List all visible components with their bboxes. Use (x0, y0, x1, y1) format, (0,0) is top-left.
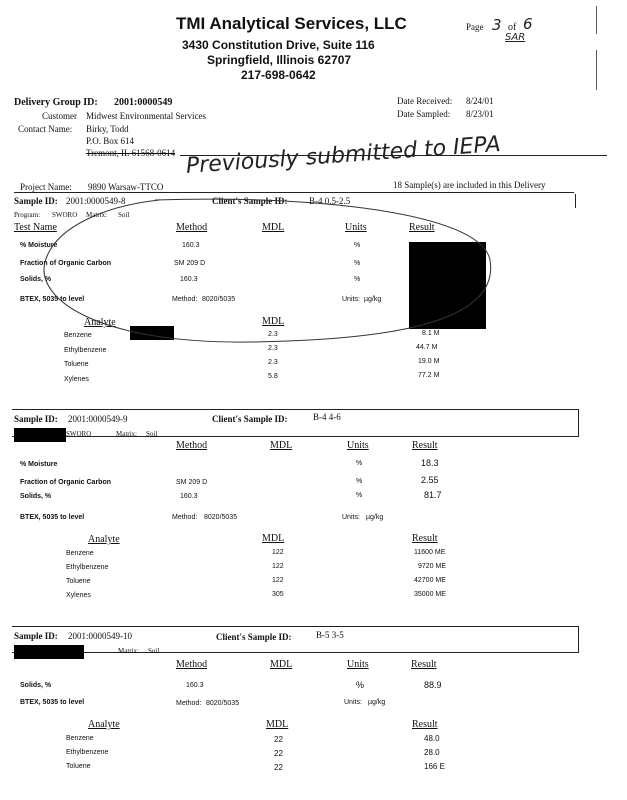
btex-units: µg/kg (368, 699, 386, 706)
sample-2-matrix-label: Matrix: (116, 430, 137, 438)
analyte-result: 77.2 M (418, 372, 440, 379)
test-row-method: 160.3 (182, 242, 200, 249)
test-row-units: % (356, 460, 363, 467)
analyte-result: 28.0 (424, 748, 440, 757)
test-row-method: 160.3 (186, 682, 204, 689)
btex-units: µg/kg (366, 514, 384, 521)
analyte-name: Benzene (64, 332, 92, 339)
analyte-mdl: 2.3 (268, 359, 278, 366)
sample-3-col-mdl: MDL (270, 659, 293, 670)
date-sampled-label: Date Sampled: (397, 109, 451, 119)
company-phone: 217-698-0642 (241, 68, 316, 82)
date-sampled: 8/23/01 (466, 109, 494, 119)
test-row-name: % Moisture (20, 242, 58, 249)
btex-method-label: Method: (172, 296, 198, 303)
analyte-mdl: 122 (272, 549, 284, 556)
analyte-name: Toluene (66, 578, 91, 585)
test-row-name: Solids, % (20, 493, 52, 500)
test-row-result: 2.55 (421, 475, 439, 485)
page-of: of (508, 22, 517, 33)
sample-2-client-id: B-4 4-6 (313, 412, 341, 422)
analyte-mdl: 22 (274, 735, 283, 744)
test-row-method: SM 209 D (176, 479, 208, 486)
analyte-name: Xylenes (64, 376, 89, 383)
contact-name: Birky, Todd (86, 124, 129, 134)
sample-3-client-id: B-5 3-5 (316, 630, 344, 640)
delivery-group-label: Delivery Group ID: (14, 97, 98, 108)
sample-1-id-label: Sample ID: (14, 196, 58, 206)
analyte-mdl: 122 (272, 577, 284, 584)
sample-3-col-method: Method (176, 659, 208, 670)
project-name: 9890 Warsaw-TTCO (88, 182, 164, 192)
analyte-result: 8.1 M (422, 330, 440, 337)
sample-2-col-analyte-mdl: MDL (262, 533, 285, 544)
analyte-result: 166 E (424, 762, 445, 771)
btex-method-label: Method: (176, 700, 202, 707)
test-row-result: 88.9 (424, 680, 442, 690)
sample-1-col-method: Method (176, 222, 208, 233)
btex-units-label: Units: (342, 296, 360, 303)
sample-2-col-analyte-result: Result (412, 533, 438, 544)
date-received-label: Date Received: (397, 96, 453, 106)
btex-row-name: BTEX, 5035 to level (20, 699, 85, 706)
analyte-result: 48.0 (424, 734, 440, 743)
btex-units: µg/kg (364, 296, 382, 303)
analyte-name: Benzene (66, 735, 94, 742)
analyte-result: 44.7 M (416, 344, 438, 351)
page-total: 6 (523, 15, 533, 33)
analyte-result: 42700 ME (414, 577, 446, 584)
analyte-result: 35000 ME (414, 591, 446, 598)
contact-city: Tremont, IL 61568-0614 (86, 148, 176, 158)
analyte-name: Ethylbenzene (66, 564, 109, 571)
sample-2-id-label: Sample ID: (14, 414, 58, 424)
analyte-name: Xylenes (66, 592, 91, 599)
analyte-mdl: 22 (274, 763, 283, 772)
btex-row-name: BTEX, 5035 to level (20, 296, 85, 303)
sample-3-col-units: Units (347, 659, 369, 670)
analyte-name: Ethylbenzene (64, 347, 107, 354)
sample-1-col-test-name: Test Name (14, 222, 57, 233)
sample-3-id: 2001:0000549-10 (68, 631, 132, 641)
sample-1-col-analyte: Analyte (84, 317, 116, 328)
sample-3-matrix: Soil (148, 647, 160, 655)
btex-method: 8020/5035 (202, 296, 236, 303)
redaction-block (14, 428, 66, 442)
sample-1-col-mdl: MDL (262, 222, 285, 233)
analyte-mdl: 2.3 (268, 345, 278, 352)
btex-method: 8020/5035 (206, 700, 240, 707)
sample-2-matrix: Soil (146, 430, 158, 438)
test-row-units: % (356, 492, 363, 499)
analyte-mdl: 122 (272, 563, 284, 570)
company-address-1: 3430 Constitution Drive, Suite 116 (182, 38, 375, 52)
test-row-name: Fraction of Organic Carbon (20, 260, 112, 267)
test-row-units: % (354, 242, 361, 249)
customer-name: Midwest Environmental Services (86, 111, 206, 121)
sample-1-matrix-label: Matrix: (86, 211, 107, 219)
sample-2-id: 2001:0000549-9 (68, 414, 128, 424)
btex-row-name: BTEX, 5035 to level (20, 514, 85, 521)
sample-2-col-analyte: Analyte (88, 534, 120, 545)
test-row-units: % (354, 276, 361, 283)
sample-1-id: 2001:0000549-8 (66, 196, 126, 206)
btex-method: 8020/5035 (204, 514, 238, 521)
date-received: 8/24/01 (466, 96, 494, 106)
sample-1-col-analyte-mdl: MDL (262, 316, 285, 327)
analyte-mdl: 5.8 (268, 373, 278, 380)
analyte-result: 11600 ME (414, 549, 446, 556)
analyte-result: 19.0 M (418, 358, 440, 365)
analyte-name: Toluene (66, 763, 91, 770)
sample-1-client-id: B-4 0.5-2.5 (309, 196, 351, 206)
analyte-mdl: 22 (274, 749, 283, 758)
sample-1-program: SWORO (52, 211, 78, 219)
analyte-name: Benzene (66, 550, 94, 557)
analyte-mdl: 305 (272, 591, 284, 598)
sample-3-id-label: Sample ID: (14, 631, 58, 641)
test-row-units: % (356, 478, 363, 485)
page-initials: SAR (505, 32, 526, 43)
contact-label: Contact Name: (18, 124, 73, 134)
sample-3-client-label: Client's Sample ID: (216, 632, 292, 642)
test-row-name: Solids, % (20, 276, 52, 283)
analyte-result: 9720 ME (418, 563, 447, 570)
btex-units-label: Units: (342, 514, 360, 521)
delivery-group-id: 2001:0000549 (114, 97, 173, 108)
project-label: Project Name: (20, 182, 72, 192)
sample-1-matrix: Soil (118, 211, 130, 219)
test-row-units: % (356, 680, 365, 690)
company-name: TMI Analytical Services, LLC (176, 14, 407, 33)
sample-3-col-analyte: Analyte (88, 719, 120, 730)
redaction-block (14, 645, 84, 659)
analyte-name: Ethylbenzene (66, 749, 109, 756)
test-row-name: % Moisture (20, 461, 58, 468)
test-row-name: Fraction of Organic Carbon (20, 479, 112, 486)
analyte-mdl: 2.3 (268, 331, 278, 338)
page-label: Page (466, 22, 484, 32)
handwritten-note: Previously submitted to IEPA (185, 132, 502, 179)
test-row-units: % (354, 260, 361, 267)
customer-label: Customer (42, 111, 77, 121)
sample-3-col-analyte-result: Result (412, 719, 438, 730)
sample-1-client-label: Client's Sample ID: (212, 196, 288, 206)
test-row-method: 160.3 (180, 493, 198, 500)
company-address-2: Springfield, Illinois 62707 (207, 53, 352, 67)
test-row-method: 160.3 (180, 276, 198, 283)
page-current: 3 (492, 16, 502, 34)
sample-2-client-label: Client's Sample ID: (212, 414, 288, 424)
sample-1-program-label: Program: (14, 211, 41, 219)
sample-1-col-result: Result (409, 222, 435, 233)
btex-method-label: Method: (172, 514, 198, 521)
analyte-name: Toluene (64, 361, 89, 368)
btex-units-label: Units: (344, 699, 362, 706)
sample-3-col-analyte-mdl: MDL (266, 719, 289, 730)
sample-1-col-units: Units (345, 222, 367, 233)
test-row-result: 81.7 (424, 490, 442, 500)
test-row-name: Solids, % (20, 682, 52, 689)
sample-2-program: SWORO (66, 430, 92, 438)
sample-3-matrix-label: Matrix: (118, 647, 139, 655)
sample-2-col-units: Units (347, 440, 369, 451)
contact-po-box: P.O. Box 614 (86, 136, 135, 146)
samples-note: 18 Sample(s) are included in this Delivery (393, 180, 546, 190)
test-row-result: 18.3 (421, 458, 439, 468)
sample-3-col-result: Result (411, 659, 437, 670)
test-row-method: SM 209 D (174, 260, 206, 267)
sample-2-col-result: Result (412, 440, 438, 451)
sample-2-col-mdl: MDL (270, 440, 293, 451)
sample-2-col-method: Method (176, 440, 208, 451)
